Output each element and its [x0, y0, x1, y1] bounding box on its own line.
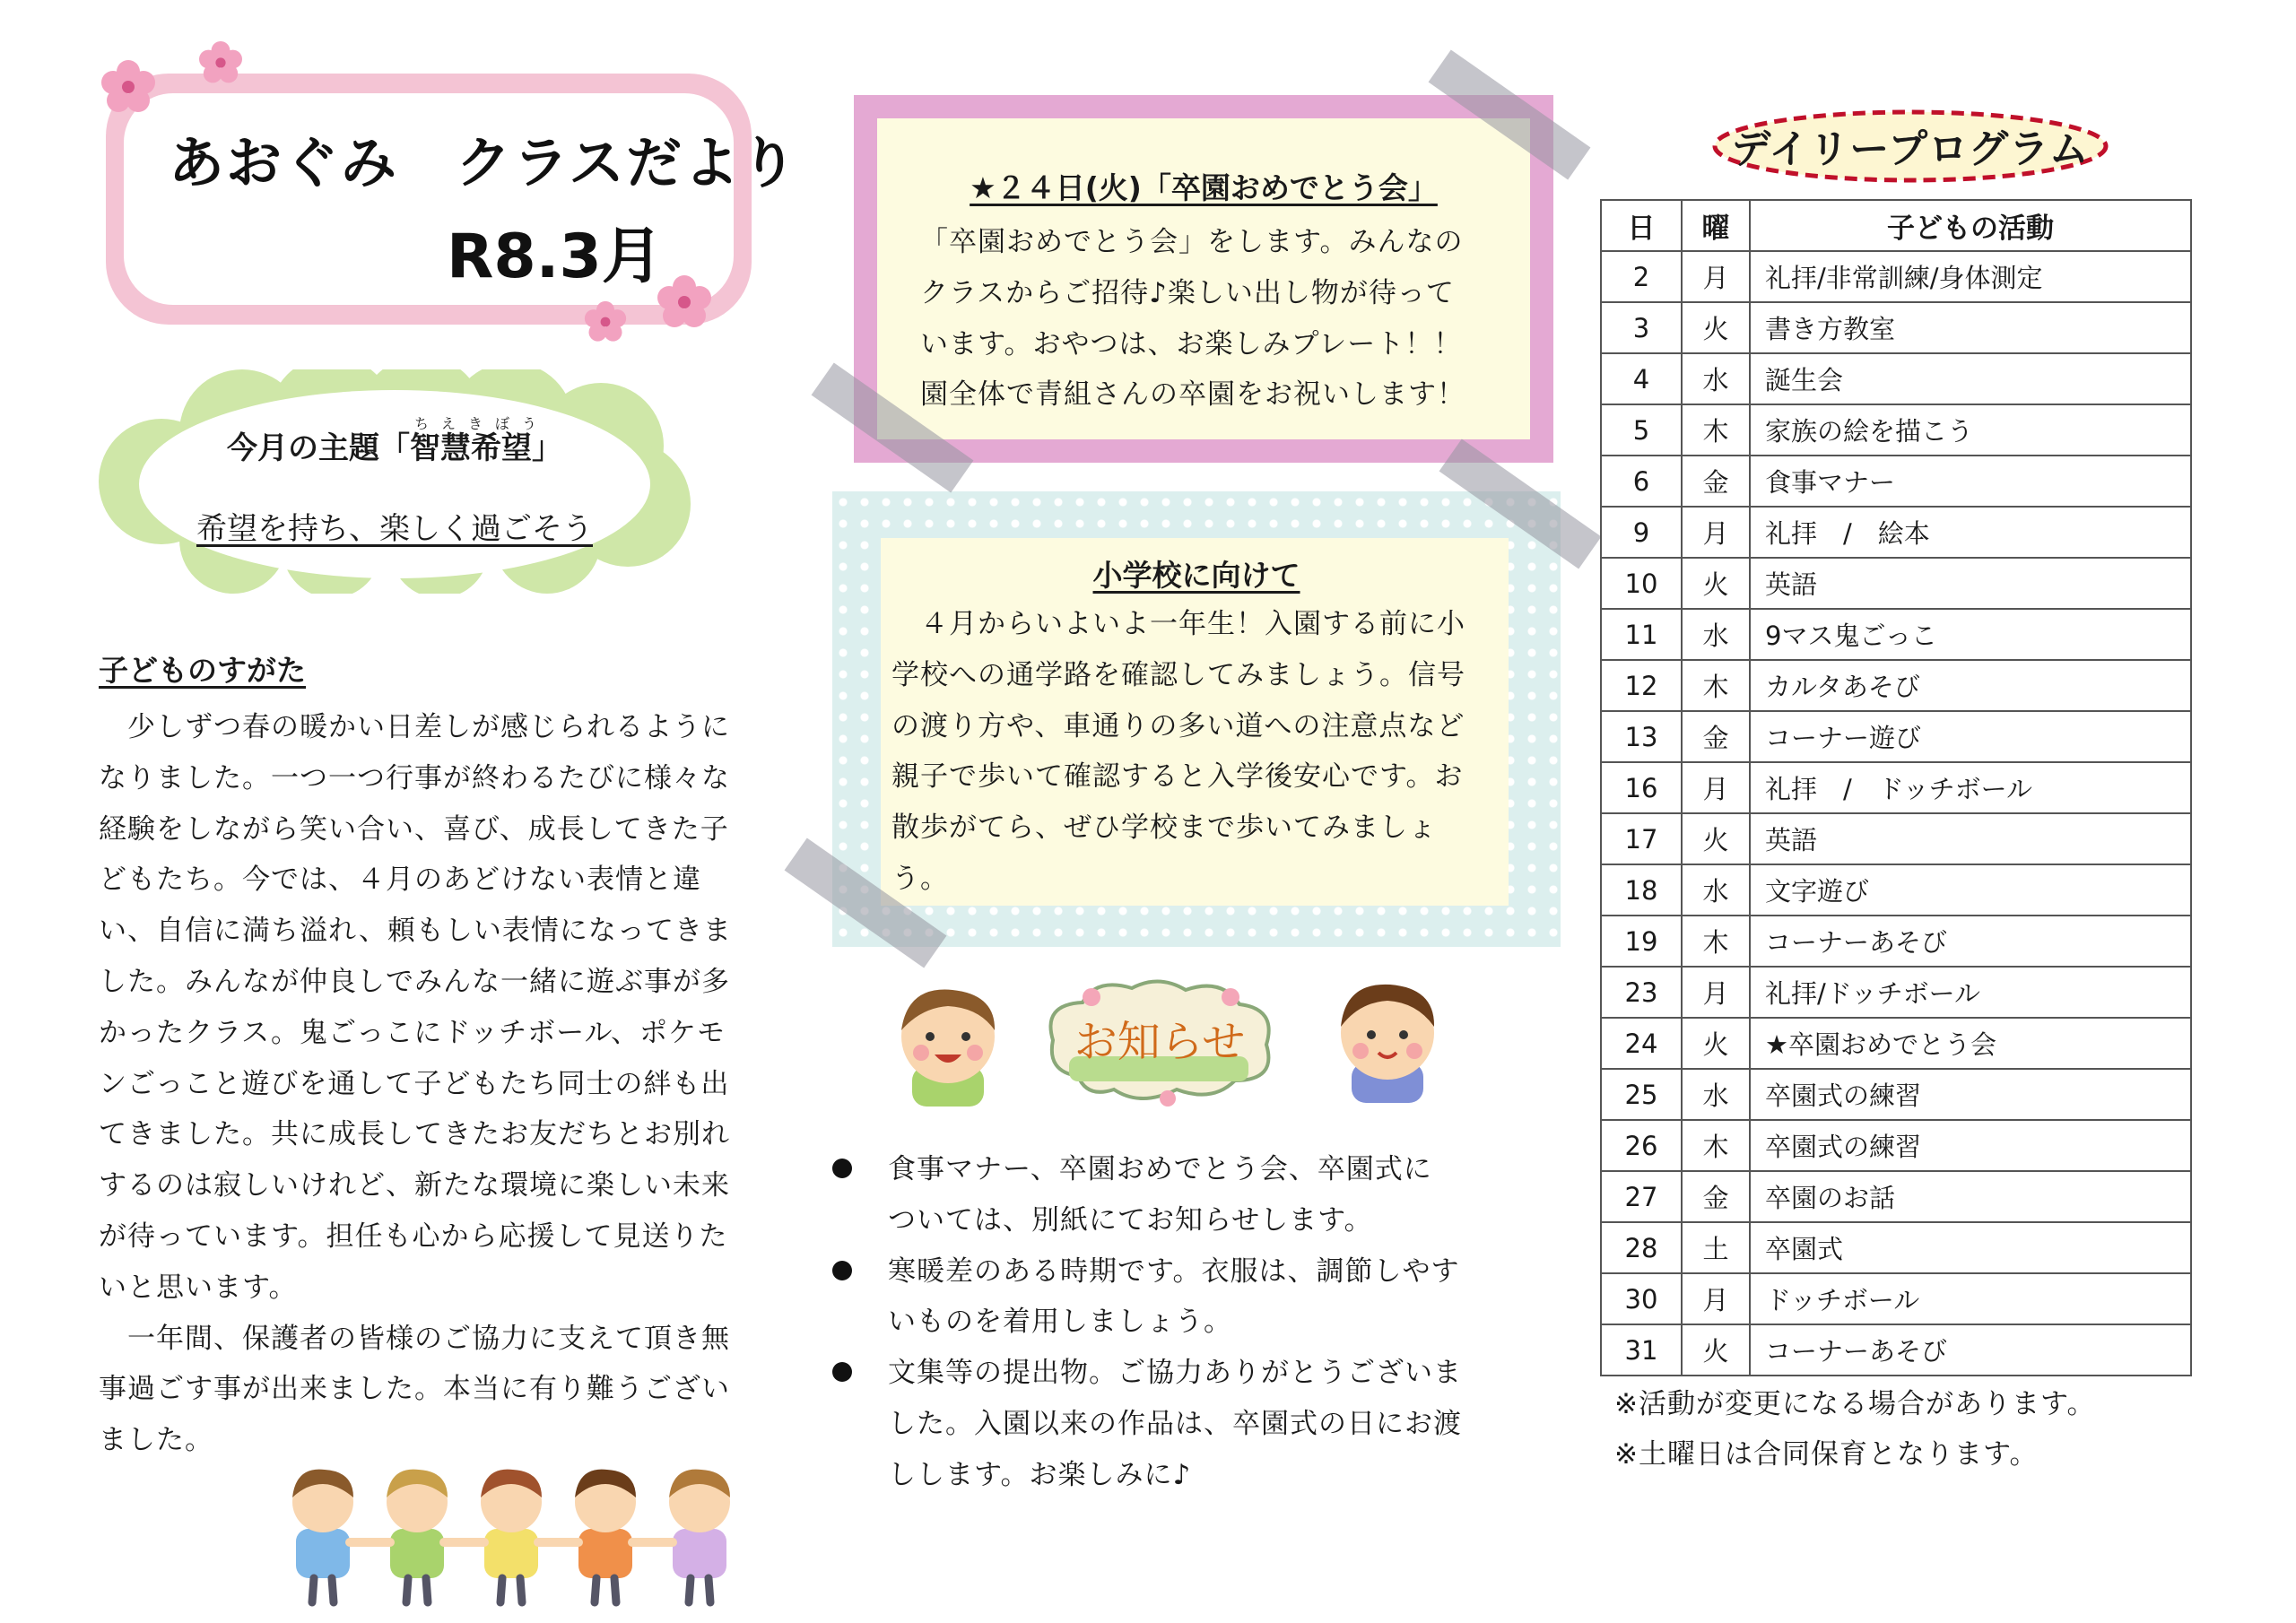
event-box: [854, 95, 1553, 463]
table-row: [1601, 660, 2191, 711]
cell-activity: 卒園のお話: [1750, 1171, 2191, 1222]
cell-activity: 英語: [1750, 558, 2191, 609]
text-line: 散歩がてら、ぜひ学校まで歩いてみましょ: [891, 812, 1437, 845]
text-line: の渡り方や、車通りの多い道への注意点など: [891, 709, 1465, 742]
theme-ruby: ちえきぼう: [414, 415, 550, 432]
cell-activity: 卒園式の練習: [1750, 1069, 2191, 1120]
text-line: が待っています。担任も心から応援して見送りた: [99, 1219, 728, 1253]
cell-activity: カルタあそび: [1750, 660, 2191, 711]
program-title: デイリープログラム: [1731, 126, 2090, 172]
cell-weekday: 水: [1682, 864, 1750, 916]
cell-activity: 英語: [1750, 813, 2191, 864]
cell-activity: 礼拝/非常訓練/身体測定: [1750, 251, 2191, 302]
cell-weekday: 水: [1682, 609, 1750, 660]
title-frame: [97, 56, 799, 334]
text-line: ました。: [99, 1424, 213, 1457]
table-row: [1601, 813, 2191, 864]
cell-day: 3: [1601, 302, 1682, 353]
notice-line: した。入園以来の作品は、卒園式の日にお渡: [888, 1407, 1462, 1440]
bullet-icon: [832, 1362, 852, 1382]
table-row: [1601, 1171, 2191, 1222]
text-line: 親子で歩いて確認すると入学後安心です。お: [891, 760, 1464, 794]
text-line: ※土曜日は合同保育となります。: [1614, 1438, 2039, 1471]
cell-day: 19: [1601, 916, 1682, 967]
event-paper: [877, 118, 1530, 439]
text-line: どもたち。今では、４月のあどけない表情と違: [99, 864, 701, 897]
notice-line: 寒暖差のある時期です。衣服は、調節しやす: [888, 1254, 1460, 1288]
cell-day: 28: [1601, 1222, 1682, 1273]
cell-activity: ドッチボール: [1750, 1273, 2191, 1324]
table-row: [1601, 1120, 2191, 1171]
cell-day: 5: [1601, 404, 1682, 456]
text-line: てきました。共に成長してきたお友だちとお別れ: [99, 1118, 730, 1151]
table-row: [1601, 1069, 2191, 1120]
program-notes: [1614, 1379, 2096, 1480]
cell-day: 18: [1601, 864, 1682, 916]
text-line: 「卒園おめでとう会」をします。みんなの: [920, 226, 1464, 258]
cell-day: 24: [1601, 1018, 1682, 1069]
bullet-icon: [832, 1261, 852, 1280]
cell-activity: 卒園式: [1750, 1222, 2191, 1273]
cell-weekday: 火: [1682, 302, 1750, 353]
sakura-flower-icon: [196, 38, 246, 88]
notice-line: いものを着用しましょう。: [888, 1306, 1232, 1339]
text-line: 事過ごす事が出来ました。本当に有り難うござい: [99, 1373, 730, 1406]
cell-day: 13: [1601, 711, 1682, 762]
cell-weekday: 金: [1682, 711, 1750, 762]
table-row: [1601, 353, 2191, 404]
text-line: クラスからご招待♪楽しい出し物が待って: [920, 276, 1455, 309]
notice-line: しします。お楽しみに♪: [888, 1458, 1192, 1491]
cell-day: 17: [1601, 813, 1682, 864]
notice-badge-text: お知らせ: [1074, 1017, 1246, 1067]
cell-activity: 誕生会: [1750, 353, 2191, 404]
cell-weekday: 火: [1682, 813, 1750, 864]
kids-heading: 子どものすがた: [99, 653, 306, 688]
table-row: [1601, 558, 2191, 609]
table-row: [1601, 302, 2191, 353]
text-line: した。みんなが仲良しでみんな一緒に遊ぶ事が多: [99, 965, 730, 998]
text-line: かったクラス。鬼ごっこにドッチボール、ポケモ: [99, 1016, 726, 1049]
table-row: [1601, 1273, 2191, 1324]
cell-activity: ★卒園おめでとう会: [1750, 1018, 2191, 1069]
header-day: 日: [1601, 200, 1682, 251]
table-row: [1601, 1018, 2191, 1069]
cell-activity: 食事マナー: [1750, 456, 2191, 507]
header-weekday: 曜: [1682, 200, 1750, 251]
child-face-icon: [1329, 977, 1446, 1103]
cell-weekday: 木: [1682, 1120, 1750, 1171]
cell-activity: 9マス鬼ごっこ: [1750, 609, 2191, 660]
text-line: う。: [891, 862, 949, 895]
text-line: います。おやつは、お楽しみプレート！！: [920, 327, 1463, 360]
cell-weekday: 火: [1682, 1324, 1750, 1376]
text-line: ※活動が変更になる場合があります。: [1614, 1388, 2096, 1420]
cloud-shape: [99, 369, 691, 594]
cell-day: 27: [1601, 1171, 1682, 1222]
table-row: [1601, 251, 2191, 302]
notice-line: 食事マナー、卒園おめでとう会、卒園式に: [888, 1153, 1432, 1185]
cell-activity: 書き方教室: [1750, 302, 2191, 353]
text-line: 経験をしながら笑い合い、喜び、成長してきた子: [99, 812, 729, 846]
text-line: 一年間、保護者の皆様のご協力に支えて頂き無: [99, 1322, 730, 1355]
cell-weekday: 木: [1682, 404, 1750, 456]
cell-day: 31: [1601, 1324, 1682, 1376]
event-body: [920, 217, 1465, 421]
cell-weekday: 金: [1682, 1171, 1750, 1222]
table-row: [1601, 609, 2191, 660]
table-row: [1601, 916, 2191, 967]
sakura-flower-icon: [581, 298, 630, 346]
text-line: ンごっこと遊びを通して子どもたち同士の絆も出: [99, 1067, 730, 1100]
cell-weekday: 月: [1682, 967, 1750, 1018]
cell-weekday: 月: [1682, 762, 1750, 813]
cell-day: 6: [1601, 456, 1682, 507]
child-face-icon: [890, 981, 1006, 1107]
text-line: 学校への通学路を確認してみましょう。信号: [891, 658, 1465, 691]
table-row: [1601, 967, 2191, 1018]
table-row: [1601, 864, 2191, 916]
notice-item: [827, 1144, 1562, 1246]
cell-day: 25: [1601, 1069, 1682, 1120]
cell-weekday: 土: [1682, 1222, 1750, 1273]
table-row: [1601, 1324, 2191, 1376]
notice-list: [827, 1144, 1562, 1501]
kids-section: [99, 647, 780, 1466]
school-body: [891, 599, 1465, 905]
event-title: ★２４日(火)「卒園おめでとう会」: [970, 170, 1438, 205]
table-row: [1601, 507, 2191, 558]
cell-activity: 礼拝/ドッチボール: [1750, 967, 2191, 1018]
header-activity: 子どもの活動: [1750, 200, 2191, 251]
table-row: [1601, 762, 2191, 813]
bullet-icon: [832, 1159, 852, 1178]
cell-weekday: 木: [1682, 916, 1750, 967]
text-line: いと思います。: [99, 1271, 298, 1304]
cell-weekday: 金: [1682, 456, 1750, 507]
cell-activity: 礼拝 / 絵本: [1750, 507, 2191, 558]
month-label: R8.3月: [447, 221, 663, 292]
school-box: [832, 491, 1561, 947]
text-line: ４月からいよいよ一年生！入園する前に小: [891, 608, 1465, 640]
theme-slogan: 希望を持ち、楽しく過ごそう: [196, 511, 593, 547]
cell-weekday: 月: [1682, 251, 1750, 302]
cell-activity: コーナーあそび: [1750, 1324, 2191, 1376]
table-row: [1601, 404, 2191, 456]
cell-weekday: 火: [1682, 1018, 1750, 1069]
cell-activity: コーナーあそび: [1750, 916, 2191, 967]
kids-body: [99, 702, 780, 1466]
cell-day: 12: [1601, 660, 1682, 711]
table-row: [1601, 456, 2191, 507]
cell-day: 4: [1601, 353, 1682, 404]
cell-day: 10: [1601, 558, 1682, 609]
cell-activity: コーナー遊び: [1750, 711, 2191, 762]
cell-weekday: 月: [1682, 1273, 1750, 1324]
theme-heading: 今月の主題「智慧希望」: [227, 430, 562, 466]
text-line: するのは寂しいけれど、新たな環境に楽しい未来: [99, 1169, 730, 1202]
table-header-row: [1601, 200, 2191, 251]
school-title: 小学校に向けて: [1092, 558, 1300, 593]
text-line: なりました。一つ一つ行事が終わるたびに様々な: [99, 761, 730, 794]
daily-program-table: [1600, 199, 2192, 1376]
cell-day: 23: [1601, 967, 1682, 1018]
children-illustration: [278, 1448, 744, 1610]
cell-day: 16: [1601, 762, 1682, 813]
sakura-flower-icon: [97, 56, 160, 118]
theme-cloud: [99, 369, 691, 594]
cell-weekday: 木: [1682, 660, 1750, 711]
text-line: 園全体で青組さんの卒園をお祝いします！: [920, 378, 1465, 412]
table-row: [1601, 711, 2191, 762]
cell-activity: 卒園式の練習: [1750, 1120, 2191, 1171]
cell-day: 26: [1601, 1120, 1682, 1171]
cell-day: 30: [1601, 1273, 1682, 1324]
cell-weekday: 火: [1682, 558, 1750, 609]
notice-item: [827, 1348, 1562, 1500]
cell-activity: 礼拝 / ドッチボール: [1750, 762, 2191, 813]
cell-day: 2: [1601, 251, 1682, 302]
table-row: [1601, 1222, 2191, 1273]
cell-weekday: 水: [1682, 353, 1750, 404]
text-line: い、自信に満ち溢れ、頼もしい表情になってきま: [99, 915, 732, 948]
notice-item: [827, 1246, 1562, 1349]
notice-line: 文集等の提出物。ご協力ありがとうございま: [888, 1357, 1462, 1390]
cell-activity: 家族の絵を描こう: [1750, 404, 2191, 456]
cell-activity: 文字遊び: [1750, 864, 2191, 916]
cell-weekday: 水: [1682, 1069, 1750, 1120]
class-title: あおぐみ クラスだより: [169, 130, 799, 195]
cell-day: 11: [1601, 609, 1682, 660]
text-line: 少しずつ春の暖かい日差しが感じられるように: [99, 711, 730, 743]
cell-day: 9: [1601, 507, 1682, 558]
notice-bubble: [1042, 977, 1277, 1112]
cell-weekday: 月: [1682, 507, 1750, 558]
notice-line: ついては、別紙にてお知らせします。: [888, 1203, 1373, 1237]
